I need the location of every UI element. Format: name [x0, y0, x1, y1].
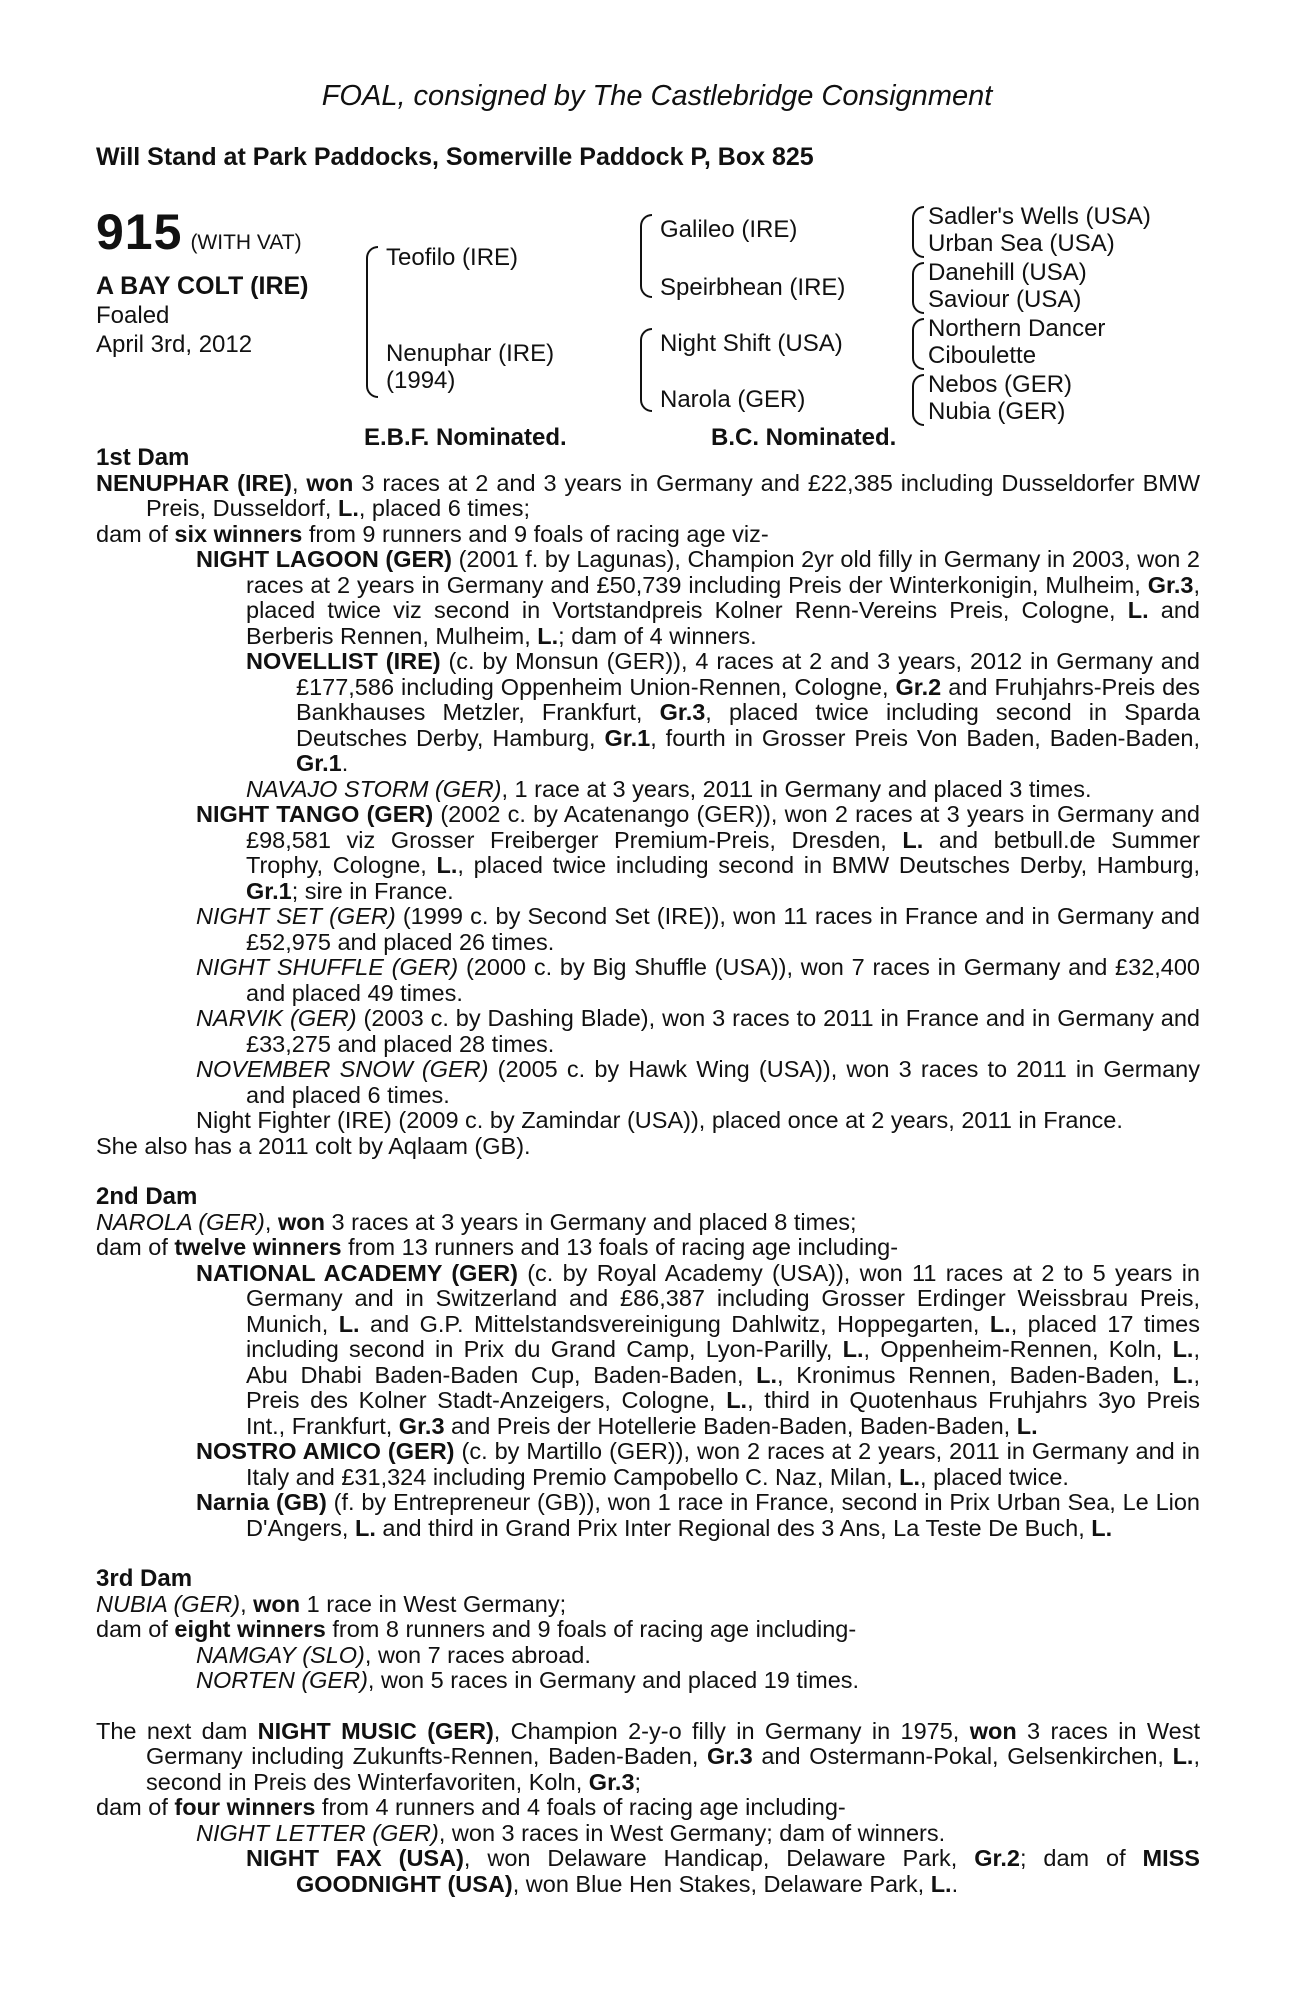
pedigree-sire-dam: Speirbhean (IRE)	[660, 274, 846, 301]
pedigree-notes	[96, 445, 1200, 1897]
produce-night-tango: NIGHT TANGO (GER) (2002 c. by Acatenango (GER)), won 2 races at 3 years in Germany and £98,581 viz Grosser Freiberger Premium-Preis, Dresden, L. and betbull.de Summer Trophy, Cologne, L., placed twice including second in BMW Deutsches Derby, Hamburg, Gr.1; sire in France.	[196, 801, 1200, 904]
produce-night-fax: NIGHT FAX (USA), won Delaware Handicap, Delaware Park, Gr.2; dam of MISS GOODNIGHT (USA), won Blue Hen Stakes, Delaware Park, L..	[246, 1845, 1200, 1897]
produce-novellist: NOVELLIST (IRE) (c. by Monsun (GER)), 4 races at 2 and 3 years, 2012 in Germany and £177,586 including Oppenheim Union-Rennen, Cologne, Gr.2 and Fruhjahrs-Preis des Bankhauses Metzler, Frankfurt, Gr.3, placed twice including second in Sparda Deutsches Derby, Hamburg, Gr.1, fourth in Grosser Preis Von Baden, Baden-Baden, Gr.1.	[246, 648, 1200, 776]
pedigree-bracket	[366, 246, 378, 398]
third-dam-intro: NUBIA (GER), won 1 race in West Germany;	[96, 1590, 567, 1617]
pedigree-dam-dam: Narola (GER)	[660, 386, 806, 413]
third-dam-produce: dam of eight winners from 8 runners and 9 foals of racing age including-	[96, 1616, 857, 1642]
pedigree-bracket	[912, 374, 924, 426]
lot-vat: (WITH VAT)	[190, 231, 302, 254]
produce-night-lagoon: NIGHT LAGOON (GER) (2001 f. by Lagunas), Champion 2yr old filly in Germany in 2003, won 2 races at 2 years in Germany and £50,739 including Preis der Winterkonigin, Mulheim, Gr.3, placed twice viz second in Vortstandpreis Kolner Renn-Vereins Preis, Cologne, L. and Berberis Rennen, Mulheim, L.; dam of 4 winners.	[196, 546, 1201, 649]
produce-narnia: Narnia (GB) (f. by Entrepreneur (GB)), won 1 race in France, second in Prix Urban Sea, Le Lion D'Angers, L. and third in Grand Prix Inter Regional des 3 Ans, La Teste De Buch, L.	[196, 1489, 1200, 1541]
pedigree-sds: Danehill (USA)	[928, 259, 1087, 286]
second-dam-produce: dam of twelve winners from 13 runners and 13 foals of racing age including-	[96, 1234, 899, 1260]
pedigree-bracket	[640, 214, 652, 298]
first-dam-also: She also has a 2011 colt by Aqlaam (GB).	[96, 1132, 531, 1159]
lot-header	[96, 204, 302, 260]
first-dam-produce: dam of six winners from 9 runners and 9 foals of racing age viz-	[96, 520, 769, 547]
produce-narvik: NARVIK (GER) (2003 c. by Dashing Blade), won 3 races to 2011 in France and in Germany and £33,275 and placed 28 times.	[196, 1005, 1200, 1057]
pedigree-dam: Nenuphar (IRE)	[386, 340, 555, 367]
lot-description	[96, 272, 309, 359]
produce-national-academy: NATIONAL ACADEMY (GER) (c. by Royal Academy (USA)), won 11 races at 2 to 5 years in Germany and in Switzerland and £86,387 including Grosser Erdinger Weissbrau Preis, Munich, L. and G.P. Mittelstandsvereinigung Dahlwitz, Hoppegarten, L., placed 17 times including second in Prix du Grand Camp, Lyon-Parilly, L., Oppenheim-Rennen, Koln, L., Abu Dhabi Baden-Baden Cup, Baden-Baden, L., Kronimus Rennen, Baden-Baden, L., Preis des Kolner Stadt-Anzeigers, Cologne, L., third in Quotenhaus Fruhjahrs 3yo Preis Int., Frankfurt, Gr.3 and Preis der Hotellerie Baden-Baden, Baden-Baden, L.	[196, 1259, 1200, 1439]
pedigree-bracket	[912, 262, 924, 314]
pedigree-bracket	[912, 318, 924, 370]
pedigree-dam-sire: Night Shift (USA)	[660, 330, 843, 357]
produce-nostro-amico: NOSTRO AMICO (GER) (c. by Martillo (GER)), won 2 races at 2 years, 2011 in Germany and in Italy and £31,324 including Premio Campobello C. Naz, Milan, L., placed twice.	[196, 1438, 1200, 1490]
produce-navajo-storm: NAVAJO STORM (GER), 1 race at 3 years, 2011 in Germany and placed 3 times.	[246, 775, 1092, 802]
produce-night-shuffle: NIGHT SHUFFLE (GER) (2000 c. by Big Shuffle (USA)), won 7 races in Germany and £32,400 and placed 49 times.	[196, 954, 1201, 1006]
next-dam-intro: The next dam NIGHT MUSIC (GER), Champion 2-y-o filly in Germany in 1975, won 3 races in West Germany including Zukunfts-Rennen, Baden-Baden, Gr.3 and Ostermann-Pokal, Gelsenkirchen, L., second in Preis des Winterfavoriten, Koln, Gr.3;	[96, 1717, 1200, 1795]
lot-foaled-label: Foaled	[96, 302, 170, 329]
lot-foaled-date: April 3rd, 2012	[96, 331, 253, 358]
produce-night-fighter: Night Fighter (IRE) (2009 c. by Zamindar (USA)), placed once at 2 years, 2011 in France.	[196, 1107, 1123, 1133]
pedigree-ssd: Urban Sea (USA)	[928, 230, 1115, 257]
pedigree-bracket	[912, 206, 924, 258]
second-dam-intro: NAROLA (GER), won 3 races at 3 years in Germany and placed 8 times;	[96, 1208, 857, 1235]
ebf-nominated: E.B.F. Nominated.	[364, 424, 567, 451]
pedigree-sire-sire: Galileo (IRE)	[660, 216, 798, 243]
pedigree-dss: Northern Dancer	[928, 315, 1106, 342]
lot-number: 915	[96, 204, 183, 260]
pedigree-dam-year: (1994)	[386, 367, 456, 394]
pedigree-sire: Teofilo (IRE)	[386, 244, 519, 271]
produce-namgay: NAMGAY (SLO), won 7 races abroad.	[196, 1641, 591, 1668]
stand-location: Will Stand at Park Paddocks, Somerville Paddock P, Box 825	[96, 143, 814, 171]
produce-november-snow: NOVEMBER SNOW (GER) (2005 c. by Hawk Wing (USA)), won 3 races to 2011 in Germany and placed 6 times.	[196, 1056, 1200, 1108]
pedigree-dds: Nebos (GER)	[928, 371, 1073, 398]
produce-norten: NORTEN (GER), won 5 races in Germany and placed 19 times.	[196, 1667, 860, 1693]
bc-nominated: B.C. Nominated.	[711, 424, 897, 451]
consignment-line: FOAL, consigned by The Castlebridge Consignment	[321, 80, 993, 112]
produce-night-set: NIGHT SET (GER) (1999 c. by Second Set (IRE)), won 11 races in France and in Germany and £52,975 and placed 26 times.	[196, 903, 1200, 955]
second-dam-heading: 2nd Dam	[96, 1183, 198, 1210]
first-dam-intro: NENUPHAR (IRE), won 3 races at 2 and 3 years in Germany and £22,385 including Dusseldorfer BMW Preis, Dusseldorf, L., placed 6 times;	[96, 469, 1200, 521]
third-dam-heading: 3rd Dam	[96, 1565, 193, 1592]
lot-name: A BAY COLT (IRE)	[96, 272, 309, 300]
produce-night-letter: NIGHT LETTER (GER), won 3 races in West Germany; dam of winners.	[196, 1819, 946, 1846]
pedigree-sss: Sadler's Wells (USA)	[928, 203, 1151, 230]
next-dam-produce: dam of four winners from 4 runners and 4 foals of racing age including-	[96, 1794, 846, 1820]
first-dam-heading: 1st Dam	[96, 444, 190, 471]
pedigree-sdd: Saviour (USA)	[928, 286, 1082, 313]
pedigree-dsd: Ciboulette	[928, 342, 1037, 369]
pedigree-bracket	[640, 328, 652, 412]
pedigree-ddd: Nubia (GER)	[928, 398, 1066, 425]
